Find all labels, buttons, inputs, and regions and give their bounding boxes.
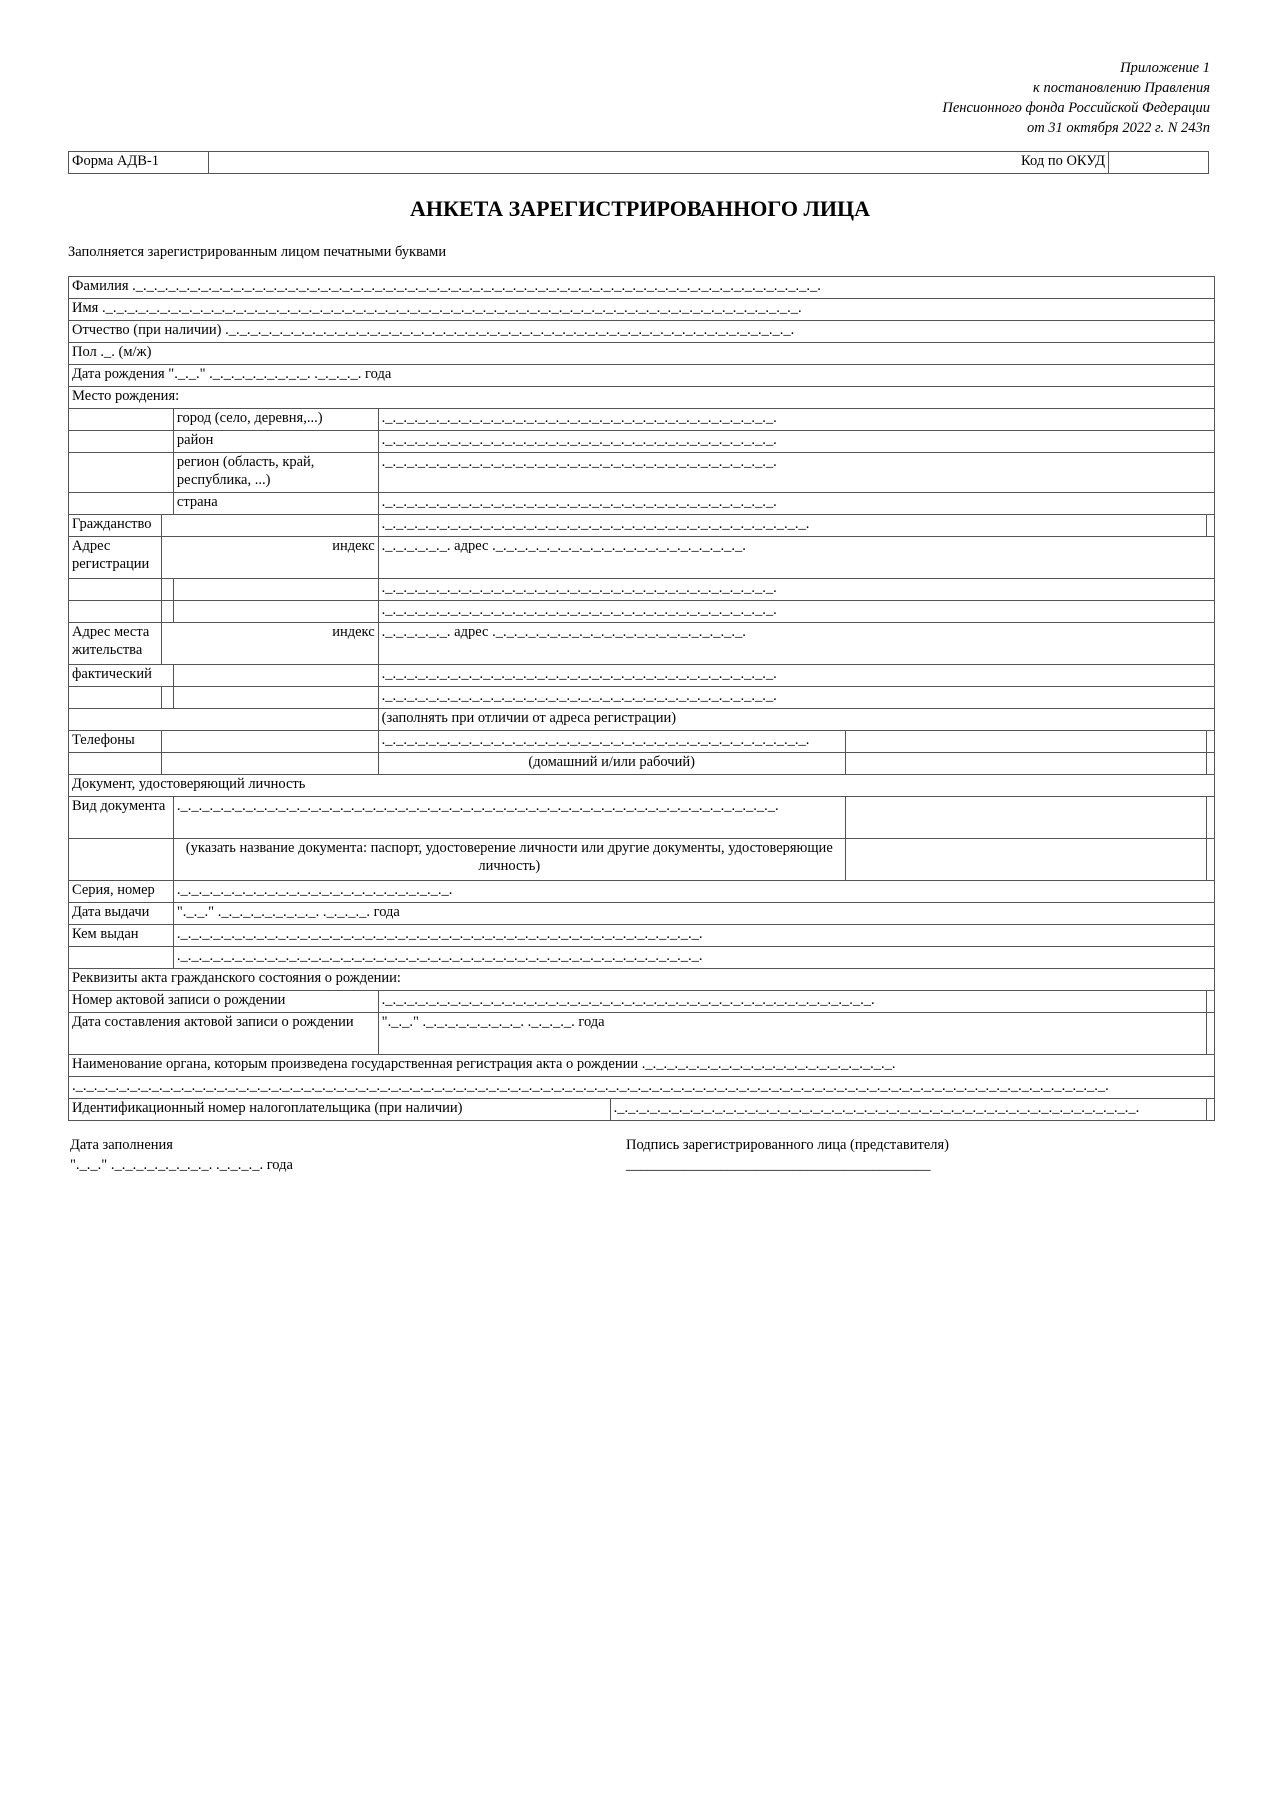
doc-type-extra[interactable] <box>845 797 1206 839</box>
citizenship-field[interactable]: ._._._._._._._._._._._._._._._._._._._._._._._._._._._._._._._._._._._._._._._. <box>378 515 1206 537</box>
page-subtitle: Заполняется зарегистрированным лицом печатными буквами <box>68 244 447 260</box>
res-address-label: Адрес места жительства <box>69 623 162 665</box>
citizenship-label: Гражданство <box>69 515 162 537</box>
id-doc-heading: Документ, удостоверяющий личность <box>69 775 1215 797</box>
empty-cell <box>1206 1013 1214 1055</box>
birth-place-heading: Место рождения: <box>69 387 1215 409</box>
issue-date-field[interactable]: "._._." ._._._._._._._._._. ._._._._. года <box>173 903 1214 925</box>
signature-field[interactable]: __________________________________________ <box>626 1157 931 1173</box>
empty-cell <box>173 665 378 687</box>
name-field[interactable]: Имя ._._._._._._._._._._._._._._._._._._._._._._._._._._._._._._._._._._._._._._._._._._._._._._._._._._._._._._._._._._._._._._._._. <box>69 299 1215 321</box>
empty-cell <box>69 579 162 601</box>
region-label: регион (область, край, республика, ...) <box>173 453 378 493</box>
res-address-line-2[interactable]: ._._._._._._._._._._._._._._._._._._._._._._._._._._._._._._._._._._._._. <box>378 665 1214 687</box>
empty-cell <box>161 515 378 537</box>
inn-label: Идентификационный номер налогоплательщика (при наличии) <box>69 1099 611 1121</box>
main-form-table <box>68 276 1215 1121</box>
fill-if-differs-note: (заполнять при отличии от адреса регистрации) <box>378 709 1214 731</box>
actual-label: фактический <box>69 665 174 687</box>
reg-address-line-3[interactable]: ._._._._._._._._._._._._._._._._._._._._._._._._._._._._._._._._._._._._. <box>378 601 1214 623</box>
act-date-label: Дата составления актовой записи о рождении <box>69 1013 379 1055</box>
reg-address-line-2[interactable]: ._._._._._._._._._._._._._._._._._._._._._._._._._._._._._._._._._._._._. <box>378 579 1214 601</box>
empty-cell <box>1206 839 1214 881</box>
empty-cell <box>69 431 174 453</box>
birth-date-field[interactable]: Дата рождения "._._." ._._._._._._._._._. ._._._._. года <box>69 365 1215 387</box>
phones-label: Телефоны <box>69 731 162 753</box>
issue-date-label: Дата выдачи <box>69 903 174 925</box>
phones-hint: (домашний и/или рабочий) <box>378 753 845 775</box>
empty-cell <box>845 753 1206 775</box>
appendix-line-1: Приложение 1 <box>1120 60 1210 76</box>
reg-index-label: индекс <box>161 537 378 579</box>
appendix-header <box>810 58 1210 138</box>
empty-cell <box>1206 1099 1214 1121</box>
empty-cell <box>173 601 378 623</box>
signature-label: Подпись зарегистрированного лица (представителя) <box>626 1137 949 1153</box>
series-label: Серия, номер <box>69 881 174 903</box>
empty-cell <box>173 579 378 601</box>
empty-cell <box>845 839 1206 881</box>
reg-index-address-field[interactable]: ._._._._._._. адрес ._._._._._._._._._._._._._._._._._._._._._._._. <box>378 537 1214 579</box>
act-number-field[interactable]: ._._._._._._._._._._._._._._._._._._._._._._._._._._._._._._._._._._._._._._._._._._._._._. <box>378 991 1206 1013</box>
region-field[interactable]: ._._._._._._._._._._._._._._._._._._._._._._._._._._._._._._._._._._._._. <box>378 453 1214 493</box>
okud-field[interactable] <box>1109 152 1209 174</box>
res-index-address-field[interactable]: ._._._._._._. адрес ._._._._._._._._._._._._._._._._._._._._._._._. <box>378 623 1214 665</box>
phones-extra-field[interactable] <box>845 731 1206 753</box>
doc-type-hint: (указать название документа: паспорт, удостоверение личности или другие документы, удостоверяющие личность) <box>173 839 845 881</box>
empty-cell <box>1206 731 1214 753</box>
act-date-field[interactable]: "._._." ._._._._._._._._._. ._._._._. года <box>378 1013 1206 1055</box>
empty-cell <box>69 839 174 881</box>
empty-cell <box>69 687 162 709</box>
issued-by-line-2[interactable]: ._._._._._._._._._._._._._._._._._._._._._._._._._._._._._._._._._._._._._._._._._._._._._._._._. <box>173 947 1214 969</box>
empty-cell <box>161 687 173 709</box>
country-label: страна <box>173 493 378 515</box>
empty-cell <box>161 731 378 753</box>
empty-cell <box>69 409 174 431</box>
empty-cell <box>69 493 174 515</box>
issued-by-label: Кем выдан <box>69 925 174 947</box>
district-field[interactable]: ._._._._._._._._._._._._._._._._._._._._._._._._._._._._._._._._._._._._. <box>378 431 1214 453</box>
reg-address-label: Адрес регистрации <box>69 537 162 579</box>
empty-cell <box>161 579 173 601</box>
empty-cell <box>173 687 378 709</box>
fill-date-block <box>70 1135 293 1175</box>
fill-date-label: Дата заполнения <box>70 1137 173 1153</box>
form-code-table <box>68 151 1209 174</box>
series-field[interactable]: ._._._._._._._._._._._._._._._._._._._._._._._._._. <box>173 881 1214 903</box>
authority-line-2[interactable]: ._._._._._._._._._._._._._._._._._._._._._._._._._._._._._._._._._._._._._._._._._._._._._._._._._._._._._._._._._._._._._._._._._._._._._._._._._._._._._._._._._._._._._._._._._._._._._._._. <box>69 1077 1215 1099</box>
issued-by-field[interactable]: ._._._._._._._._._._._._._._._._._._._._._._._._._._._._._._._._._._._._._._._._._._._._._._._._. <box>173 925 1214 947</box>
empty-cell <box>1206 991 1214 1013</box>
empty-cell <box>69 947 174 969</box>
form-code: Форма АДВ-1 <box>69 152 209 174</box>
empty-cell <box>1206 753 1214 775</box>
page-title: АНКЕТА ЗАРЕГИСТРИРОВАННОГО ЛИЦА <box>410 196 870 221</box>
empty-cell <box>69 709 379 731</box>
city-label: город (село, деревня,...) <box>173 409 378 431</box>
act-number-label: Номер актовой записи о рождении <box>69 991 379 1013</box>
res-index-label: индекс <box>161 623 378 665</box>
inn-field[interactable]: ._._._._._._._._._._._._._._._._._._._._._._._._._._._._._._._._._._._._._._._._._._._._._._._._. <box>610 1099 1206 1121</box>
country-field[interactable]: ._._._._._._._._._._._._._._._._._._._._._._._._._._._._._._._._._._._._. <box>378 493 1214 515</box>
district-label: район <box>173 431 378 453</box>
phones-field[interactable]: ._._._._._._._._._._._._._._._._._._._._._._._._._._._._._._._._._._._._._._._. <box>378 731 845 753</box>
empty-cell <box>69 453 174 493</box>
empty-cell <box>69 753 162 775</box>
doc-type-field[interactable]: ._._._._._._._._._._._._._._._._._._._._._._._._._._._._._._._._._._._._._._._._._._._._._._._._._._._._._._._. <box>173 797 845 839</box>
surname-field[interactable]: Фамилия ._._._._._._._._._._._._._._._._._._._._._._._._._._._._._._._._._._._._._._._._._._._._._._._._._._._._._._._._._._._._._._._. <box>69 277 1215 299</box>
sex-field[interactable]: Пол ._. (м/ж) <box>69 343 1215 365</box>
res-address-line-3[interactable]: ._._._._._._._._._._._._._._._._._._._._._._._._._._._._._._._._._._._._. <box>378 687 1214 709</box>
appendix-line-4: от 31 октября 2022 г. N 243п <box>1026 120 1210 136</box>
appendix-line-2: к постановлению Правления <box>1033 80 1210 96</box>
okud-label: Код по ОКУД <box>209 152 1109 174</box>
authority-field[interactable]: Наименование органа, которым произведена государственная регистрация акта о рождении ._._._._._._._._._._._._._._._._._._._._._._._. <box>69 1055 1215 1077</box>
patronymic-field[interactable]: Отчество (при наличии) ._._._._._._._._._._._._._._._._._._._._._._._._._._._._._._._._._._._._._._._._._._._._._._._._._._._._. <box>69 321 1215 343</box>
appendix-line-3: Пенсионного фонда Российской Федерации <box>942 100 1210 116</box>
empty-cell <box>1206 515 1214 537</box>
empty-cell <box>161 601 173 623</box>
empty-cell <box>161 753 378 775</box>
city-field[interactable]: ._._._._._._._._._._._._._._._._._._._._._._._._._._._._._._._._._._._._. <box>378 409 1214 431</box>
empty-cell <box>69 601 162 623</box>
civil-act-heading: Реквизиты акта гражданского состояния о рождении: <box>69 969 1215 991</box>
empty-cell <box>1206 797 1214 839</box>
doc-type-label: Вид документа <box>69 797 174 839</box>
fill-date-field[interactable]: "._._." ._._._._._._._._._. ._._._._. года <box>70 1157 293 1173</box>
signature-block <box>626 1135 949 1175</box>
